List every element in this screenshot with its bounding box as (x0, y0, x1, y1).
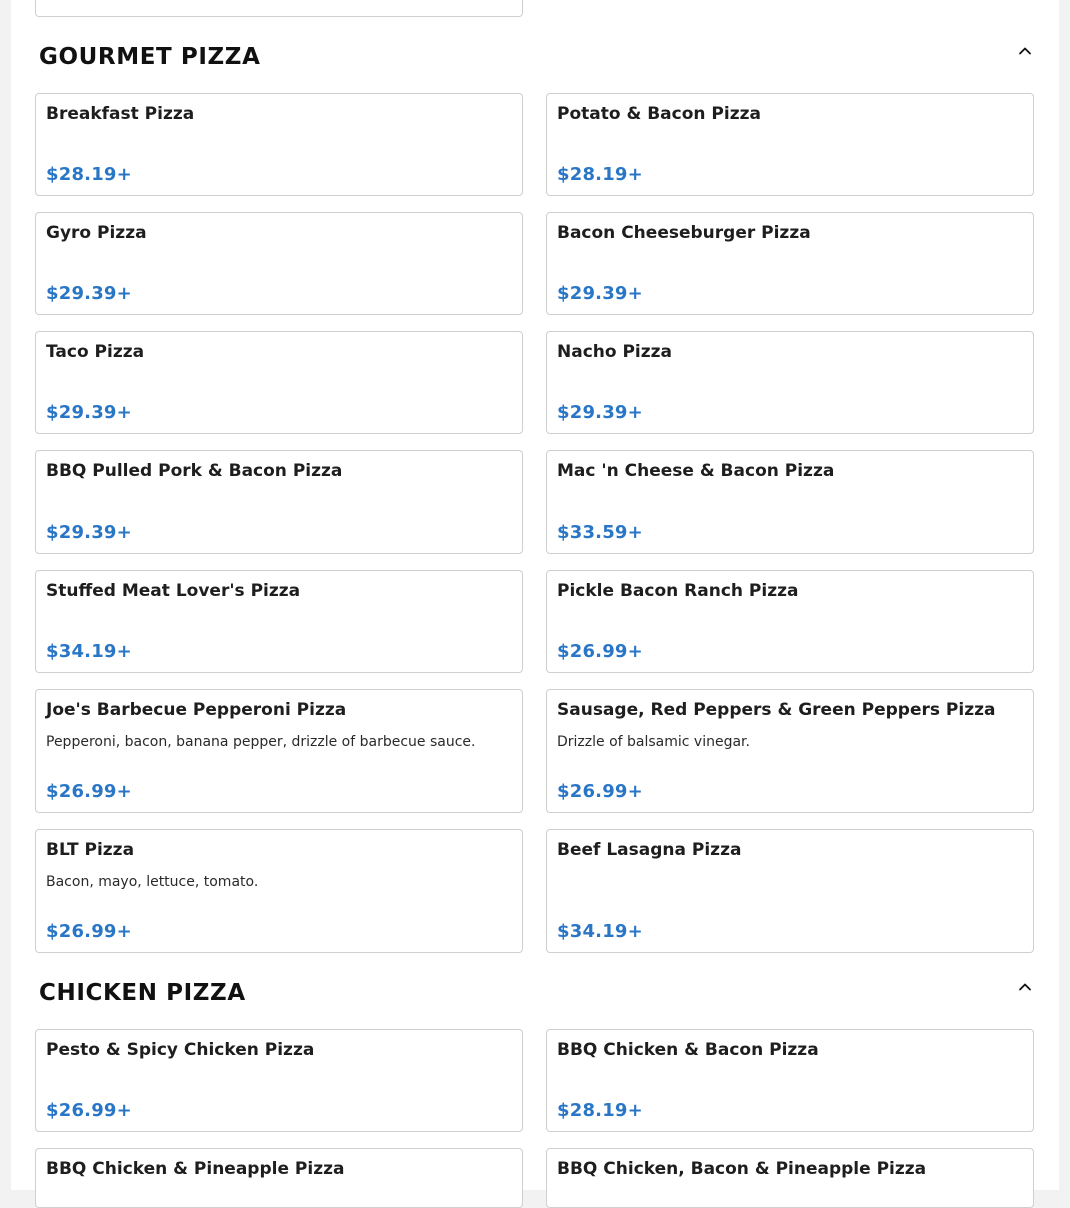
menu-item-name: Gyro Pizza (46, 223, 147, 243)
menu-item-price: $34.19+ (46, 641, 132, 662)
menu-item-name: Nacho Pizza (557, 342, 673, 362)
menu-item-description: Bacon, mayo, lettuce, tomato. (46, 874, 259, 890)
menu-item-price: $33.59+ (557, 522, 643, 543)
menu-item-card[interactable] (546, 829, 1034, 953)
menu-item-name: Stuffed Meat Lover's Pizza (46, 581, 301, 601)
section-title-gourmet-pizza: GOURMET PIZZA (39, 44, 261, 70)
section-title-chicken-pizza: CHICKEN PIZZA (39, 980, 246, 1006)
menu-item-card[interactable] (546, 689, 1034, 813)
menu-item-card[interactable] (35, 829, 523, 953)
menu-item-card[interactable] (35, 93, 523, 196)
menu-item-name: BLT Pizza (46, 840, 135, 860)
menu-page (11, 0, 1059, 1190)
menu-item-name: Pesto & Spicy Chicken Pizza (46, 1040, 315, 1060)
chevron-up-icon (1017, 43, 1033, 59)
menu-item-name: BBQ Pulled Pork & Bacon Pizza (46, 461, 343, 481)
menu-item-name: Taco Pizza (46, 342, 145, 362)
menu-item-price: $29.39+ (46, 283, 132, 304)
menu-item-name: Beef Lasagna Pizza (557, 840, 742, 860)
menu-item-name: BBQ Chicken & Pineapple Pizza (46, 1159, 345, 1179)
menu-item-name: Joe's Barbecue Pepperoni Pizza (46, 700, 347, 720)
menu-item-card[interactable] (546, 570, 1034, 673)
menu-item-card[interactable] (35, 1148, 523, 1208)
menu-item-description: Pepperoni, bacon, banana pepper, drizzle of barbecue sauce. (46, 734, 476, 750)
menu-item-card[interactable] (546, 450, 1034, 554)
menu-item-card[interactable] (35, 689, 523, 813)
menu-item-card[interactable] (35, 212, 523, 315)
menu-item-price: $28.19+ (46, 164, 132, 185)
menu-item-price: $34.19+ (557, 921, 643, 942)
menu-item-card[interactable] (35, 331, 523, 434)
collapse-section-gourmet-pizza-button[interactable] (1013, 39, 1037, 63)
menu-item-card[interactable] (546, 212, 1034, 315)
collapse-section-chicken-pizza-button[interactable] (1013, 975, 1037, 999)
menu-item-name: Pickle Bacon Ranch Pizza (557, 581, 799, 601)
menu-item-price: $29.39+ (46, 522, 132, 543)
menu-item-name: Breakfast Pizza (46, 104, 195, 124)
menu-item-price: $29.39+ (46, 402, 132, 423)
menu-item-card-partial[interactable] (35, 0, 523, 17)
menu-item-description: Drizzle of balsamic vinegar. (557, 734, 750, 750)
menu-item-card[interactable] (35, 450, 523, 554)
menu-item-name: Mac 'n Cheese & Bacon Pizza (557, 461, 835, 481)
menu-item-price: $29.39+ (557, 402, 643, 423)
menu-item-price: $26.99+ (46, 921, 132, 942)
menu-item-name: Bacon Cheeseburger Pizza (557, 223, 811, 243)
menu-item-name: BBQ Chicken & Bacon Pizza (557, 1040, 819, 1060)
menu-item-card[interactable] (546, 331, 1034, 434)
menu-item-price: $29.39+ (557, 283, 643, 304)
menu-item-price: $28.19+ (557, 164, 643, 185)
menu-item-card[interactable] (546, 1148, 1034, 1208)
menu-item-price: $26.99+ (46, 1100, 132, 1121)
menu-item-price: $28.19+ (557, 1100, 643, 1121)
menu-item-name: BBQ Chicken, Bacon & Pineapple Pizza (557, 1159, 927, 1179)
menu-item-name: Sausage, Red Peppers & Green Peppers Pizza (557, 700, 996, 720)
menu-item-card[interactable] (546, 1029, 1034, 1132)
menu-item-name: Potato & Bacon Pizza (557, 104, 761, 124)
chevron-up-icon (1017, 979, 1033, 995)
menu-item-card[interactable] (546, 93, 1034, 196)
menu-item-price: $26.99+ (46, 781, 132, 802)
menu-item-card[interactable] (35, 1029, 523, 1132)
menu-item-price: $26.99+ (557, 641, 643, 662)
menu-item-price: $26.99+ (557, 781, 643, 802)
menu-item-card[interactable] (35, 570, 523, 673)
